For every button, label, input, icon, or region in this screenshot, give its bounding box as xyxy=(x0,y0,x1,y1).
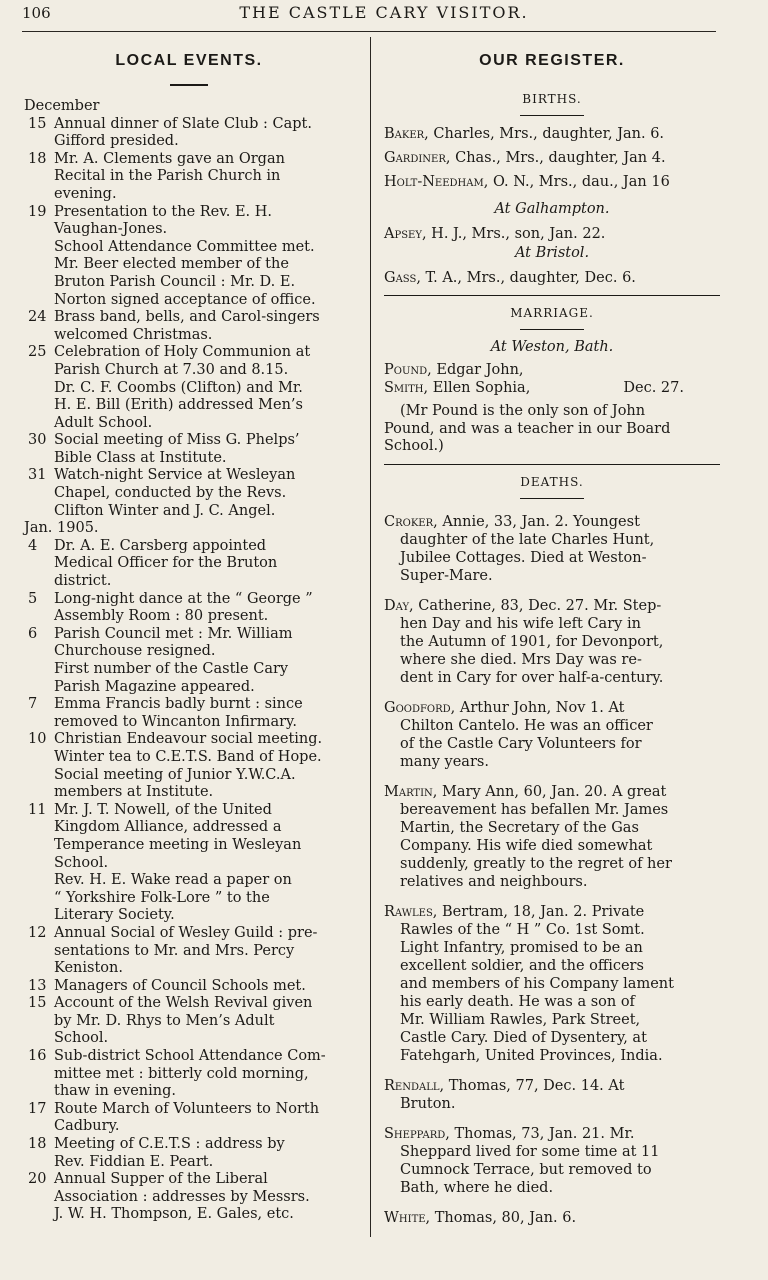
death-line: Rawles of the “ H ” Co. 1st Somt. xyxy=(400,921,645,938)
event-line: Mr. A. Clements gave an Organ xyxy=(54,150,285,167)
event-line: Annual Supper of the Liberal xyxy=(54,1171,268,1188)
event-text xyxy=(54,925,354,978)
event-text xyxy=(54,309,354,344)
entry-text: Chas., Mrs., daughter, Jan 4. xyxy=(450,150,666,166)
marriage-entry xyxy=(384,379,684,397)
event-day: 13 xyxy=(28,977,47,994)
death-line: Company. His wife died somewhat xyxy=(400,837,653,854)
event-line: Kingdom Alliance, addressed a xyxy=(54,819,282,836)
event-text xyxy=(54,591,354,626)
event-entry xyxy=(24,1101,354,1136)
event-entry xyxy=(24,802,354,925)
death-line: Martin, the Secretary of the Gas xyxy=(400,819,639,836)
event-day: 25 xyxy=(28,344,47,361)
event-text xyxy=(54,467,354,520)
death-line: Super-Mare. xyxy=(400,567,493,584)
event-entry xyxy=(24,995,354,1048)
entry-text: Thomas, 80, Jan. 6. xyxy=(430,1209,577,1226)
entry-text: Edgar John, xyxy=(431,362,524,378)
event-text xyxy=(54,204,354,310)
month-heading-january: Jan. 1905. xyxy=(24,520,99,537)
event-line: Christian Endeavour social meeting. xyxy=(54,731,323,748)
event-day: 15 xyxy=(28,115,47,132)
death-line: Light Infantry, promised to be an xyxy=(400,939,643,956)
event-line: thaw in evening. xyxy=(54,1083,176,1100)
entry-text: Mary Ann, 60, Jan. 20. A great xyxy=(437,783,667,800)
event-line: welcomed Christmas. xyxy=(54,326,213,343)
death-first-line xyxy=(384,1125,720,1143)
entry-name: Gass, xyxy=(384,270,421,286)
death-line: Chilton Cantelo. He was an officer xyxy=(400,717,653,734)
event-day: 15 xyxy=(28,995,47,1012)
event-line: Medical Officer for the Bruton xyxy=(54,555,278,572)
death-entry xyxy=(384,1209,720,1227)
marriage-place: At Weston, Bath. xyxy=(490,339,614,355)
entry-name: Baker, xyxy=(384,126,429,142)
event-line: Social meeting of Miss G. Phelps’ xyxy=(54,432,300,449)
entry-text: Catherine, 83, Dec. 27. Mr. Step- xyxy=(413,597,662,614)
event-line: Annual Social of Wesley Guild : pre- xyxy=(54,924,318,941)
event-line: Parish Council met : Mr. William xyxy=(54,625,293,642)
event-day: 18 xyxy=(28,150,47,167)
event-line: Churchouse resigned. xyxy=(54,643,216,660)
event-entry xyxy=(24,116,354,151)
event-line: School Attendance Committee met. xyxy=(54,238,315,255)
event-line: Recital in the Parish Church in xyxy=(54,168,281,185)
month-heading-december: December xyxy=(24,98,100,114)
event-line: Meeting of C.E.T.S : address by xyxy=(54,1136,285,1153)
death-line: Fatehgarh, United Provinces, India. xyxy=(400,1047,663,1064)
death-first-line xyxy=(384,597,720,615)
death-first-line xyxy=(384,903,720,921)
event-text xyxy=(54,995,354,1048)
event-day: 5 xyxy=(28,590,38,607)
event-line: H. E. Bill (Erith) addressed Men’s xyxy=(54,397,303,414)
event-line: removed to Wincanton Infirmary. xyxy=(54,713,297,730)
event-line: Adult School. xyxy=(54,414,153,431)
death-line: relatives and neighbours. xyxy=(400,873,588,890)
event-text xyxy=(54,1101,354,1136)
event-line: “ Yorkshire Folk-Lore ” to the xyxy=(54,889,270,906)
event-entry xyxy=(24,309,354,344)
marriage-note xyxy=(384,403,720,456)
entry-name: Pound, xyxy=(384,362,432,378)
death-entry xyxy=(384,699,720,771)
event-day: 7 xyxy=(28,696,38,713)
event-line: Annual dinner of Slate Club : Capt. xyxy=(54,115,312,132)
death-line: Castle Cary. Died of Dysentery, at xyxy=(400,1029,647,1046)
event-entry xyxy=(24,151,354,204)
event-entry xyxy=(24,432,354,467)
entry-text: Arthur John, Nov 1. At xyxy=(455,699,625,716)
death-line: Bath, where he died. xyxy=(400,1179,554,1196)
event-text xyxy=(54,538,354,591)
entry-name: Croker, xyxy=(384,513,438,530)
event-text xyxy=(54,432,354,467)
event-line: Brass band, bells, and Carol-singers xyxy=(54,309,320,326)
entry-name: White, xyxy=(384,1209,431,1226)
event-day: 31 xyxy=(28,467,47,484)
death-first-line xyxy=(384,1077,720,1095)
death-line: his early death. He was a son of xyxy=(400,993,635,1010)
event-entry xyxy=(24,731,354,801)
death-line: excellent soldier, and the officers xyxy=(400,957,644,974)
event-line: sentations to Mr. and Mrs. Percy xyxy=(54,942,295,959)
event-line: Cadbury. xyxy=(54,1118,120,1135)
event-text xyxy=(54,116,354,151)
page-header xyxy=(0,0,768,30)
entry-name: Holt-Needham, xyxy=(384,174,489,190)
entry-name: Martin, xyxy=(384,783,438,800)
entry-name: Sheppard, xyxy=(384,1125,450,1142)
event-text xyxy=(54,1136,354,1171)
header-rule xyxy=(22,31,716,32)
birth-entry xyxy=(384,149,720,167)
event-line: Keniston. xyxy=(54,960,123,977)
event-day: 18 xyxy=(28,1136,47,1153)
event-line: Mr. Beer elected member of the xyxy=(54,256,289,273)
event-line: Bible Class at Institute. xyxy=(54,449,227,466)
entry-name: Smith, xyxy=(384,380,429,396)
event-line: Mr. J. T. Nowell, of the United xyxy=(54,801,272,818)
event-entry xyxy=(24,204,354,310)
entry-name: Day, xyxy=(384,597,414,614)
section-rule xyxy=(384,464,720,465)
event-text xyxy=(54,626,354,696)
event-line: School. xyxy=(54,854,109,871)
entry-text: Ellen Sophia, xyxy=(428,380,531,396)
birth-entry xyxy=(384,173,720,191)
event-line: Parish Magazine appeared. xyxy=(54,678,255,695)
death-first-line xyxy=(384,699,720,717)
death-line: suddenly, greatly to the regret of her xyxy=(400,855,672,872)
event-day: 30 xyxy=(28,432,47,449)
marriage-rule xyxy=(520,329,584,330)
event-day: 17 xyxy=(28,1100,47,1117)
entry-name: Rawles, xyxy=(384,903,438,920)
event-entry xyxy=(24,1171,354,1224)
event-entry xyxy=(24,626,354,696)
column-divider xyxy=(370,37,371,1237)
event-day: 20 xyxy=(28,1171,47,1188)
event-day: 10 xyxy=(28,731,47,748)
event-line: Assembly Room : 80 present. xyxy=(54,608,269,625)
running-title: THE CASTLE CARY VISITOR. xyxy=(239,3,529,22)
entry-text: Thomas, 77, Dec. 14. At xyxy=(444,1077,625,1094)
deaths-heading: DEATHS. xyxy=(520,474,584,489)
event-line: Temperance meeting in Wesleyan xyxy=(54,836,302,853)
marriage-entry xyxy=(384,361,720,379)
death-entry xyxy=(384,903,720,1065)
death-line: many years. xyxy=(400,753,489,770)
entry-name: Apsey, xyxy=(384,226,427,242)
death-line: Mr. William Rawles, Park Street, xyxy=(400,1011,641,1028)
note-line: Pound, and was a teacher in our Board xyxy=(384,420,671,437)
death-entry xyxy=(384,513,720,585)
death-line: daughter of the late Charles Hunt, xyxy=(400,531,655,548)
death-line: the Autumn of 1901, for Devonport, xyxy=(400,633,664,650)
title-ornament xyxy=(170,84,208,86)
event-line: by Mr. D. Rhys to Men’s Adult xyxy=(54,1012,275,1029)
event-line: evening. xyxy=(54,185,117,202)
entry-text: Thomas, 73, Jan. 21. Mr. xyxy=(449,1125,635,1142)
event-text xyxy=(54,1048,354,1101)
event-line: Sub-district School Attendance Com- xyxy=(54,1048,326,1065)
death-line: dent in Cary for over half-a-century. xyxy=(400,669,664,686)
death-line: of the Castle Cary Volunteers for xyxy=(400,735,642,752)
register-title: OUR REGISTER. xyxy=(479,52,625,69)
january-events xyxy=(24,538,354,1224)
deaths-list xyxy=(384,513,720,1227)
marriage-heading: MARRIAGE. xyxy=(510,306,594,320)
entry-text: O. N., Mrs., dau., Jan 16 xyxy=(488,174,670,190)
event-line: Norton signed acceptance of office. xyxy=(54,291,316,308)
death-line: Cumnock Terrace, but removed to xyxy=(400,1161,652,1178)
event-text xyxy=(54,731,354,801)
event-line: Winter tea to C.E.T.S. Band of Hope. xyxy=(54,748,322,765)
death-line: hen Day and his wife left Cary in xyxy=(400,615,641,632)
birth-entry xyxy=(384,225,720,243)
local-events-title: LOCAL EVENTS. xyxy=(115,52,263,69)
event-line: Presentation to the Rev. E. H. xyxy=(54,203,273,220)
event-line: Long-night dance at the “ George ” xyxy=(54,590,313,607)
entry-text: T. A., Mrs., daughter, Dec. 6. xyxy=(420,270,636,286)
event-entry xyxy=(24,467,354,520)
event-line: Route March of Volunteers to North xyxy=(54,1100,320,1117)
death-first-line xyxy=(384,1209,720,1227)
event-line: Parish Church at 7.30 and 8.15. xyxy=(54,361,289,378)
local-events-column xyxy=(24,48,354,1224)
event-line: First number of the Castle Cary xyxy=(54,661,289,677)
place-galhampton: At Galhampton. xyxy=(494,201,610,217)
event-line: Rev. H. E. Wake read a paper on xyxy=(54,872,292,889)
death-line: Jubilee Cottages. Died at Weston- xyxy=(400,549,647,566)
birth-entry xyxy=(384,125,720,143)
death-line: bereavement has befallen Mr. James xyxy=(400,801,669,818)
event-day: 16 xyxy=(28,1048,47,1065)
event-entry xyxy=(24,344,354,432)
event-line: Chapel, conducted by the Revs. xyxy=(54,485,287,502)
event-line: School. xyxy=(54,1030,109,1047)
place-bristol: At Bristol. xyxy=(514,245,590,261)
event-line: district. xyxy=(54,573,112,590)
event-text xyxy=(54,151,354,204)
event-text xyxy=(54,978,354,996)
event-entry xyxy=(24,591,354,626)
event-line: Social meeting of Junior Y.W.C.A. xyxy=(54,766,296,783)
event-entry xyxy=(24,1048,354,1101)
death-first-line xyxy=(384,783,720,801)
event-entry xyxy=(24,538,354,591)
event-text xyxy=(54,696,354,731)
event-line: Watch-night Service at Wesleyan xyxy=(54,467,296,484)
event-day: 4 xyxy=(28,537,38,554)
event-line: Celebration of Holy Communion at xyxy=(54,344,311,361)
death-first-line xyxy=(384,513,720,531)
death-line: Sheppard lived for some time at 11 xyxy=(400,1143,660,1160)
event-entry xyxy=(24,978,354,996)
event-entry xyxy=(24,696,354,731)
event-line: Clifton Winter and J. C. Angel. xyxy=(54,502,276,519)
event-day: 24 xyxy=(28,309,47,326)
event-line: Literary Society. xyxy=(54,907,175,924)
marriage-date: Dec. 27. xyxy=(623,380,684,396)
event-day: 11 xyxy=(28,801,47,818)
event-line: Gifford presided. xyxy=(54,133,179,150)
event-line: Bruton Parish Council : Mr. D. E. xyxy=(54,273,296,290)
death-entry xyxy=(384,1125,720,1197)
event-line: Dr. C. F. Coombs (Clifton) and Mr. xyxy=(54,379,303,396)
event-day: 12 xyxy=(28,924,47,941)
entry-name: Rendall, xyxy=(384,1077,445,1094)
event-text xyxy=(54,1171,354,1224)
section-rule xyxy=(384,295,720,296)
entry-name: Gardiner, xyxy=(384,150,451,166)
event-day: 19 xyxy=(28,203,47,220)
births-list xyxy=(384,125,720,191)
entry-name: Goodford, xyxy=(384,699,456,716)
event-line: Vaughan-Jones. xyxy=(54,221,168,238)
death-line: where she died. Mrs Day was re- xyxy=(400,651,642,668)
birth-entry xyxy=(384,269,720,287)
event-line: Association : addresses by Messrs. xyxy=(54,1188,310,1205)
deaths-rule xyxy=(520,498,584,499)
event-line: Rev. Fiddian E. Peart. xyxy=(54,1153,214,1170)
event-line: Emma Francis badly burnt : since xyxy=(54,696,303,713)
death-entry xyxy=(384,597,720,687)
note-line: (Mr Pound is the only son of John xyxy=(400,403,646,419)
entry-text: Charles, Mrs., daughter, Jan. 6. xyxy=(428,126,665,142)
event-day: 6 xyxy=(28,625,38,642)
death-line: Bruton. xyxy=(400,1095,456,1112)
births-rule xyxy=(520,115,584,116)
note-line: School.) xyxy=(384,438,444,455)
entry-text: Annie, 33, Jan. 2. Youngest xyxy=(437,513,640,530)
event-line: Account of the Welsh Revival given xyxy=(54,995,313,1012)
death-entry xyxy=(384,783,720,891)
entry-text: Bertram, 18, Jan. 2. Private xyxy=(437,903,645,920)
register-column xyxy=(384,48,720,1239)
entry-text: H. J., Mrs., son, Jan. 22. xyxy=(426,226,606,242)
event-text xyxy=(54,802,354,925)
event-line: Managers of Council Schools met. xyxy=(54,977,306,994)
event-line: Dr. A. E. Carsberg appointed xyxy=(54,537,267,554)
event-entry xyxy=(24,925,354,978)
event-text xyxy=(54,344,354,432)
death-line: and members of his Company lament xyxy=(400,975,674,992)
event-line: members at Institute. xyxy=(54,784,214,801)
births-heading: BIRTHS. xyxy=(522,92,582,106)
event-entry xyxy=(24,1136,354,1171)
page-number: 106 xyxy=(22,4,51,22)
death-entry xyxy=(384,1077,720,1113)
december-events xyxy=(24,116,354,521)
event-line: mittee met : bitterly cold morning, xyxy=(54,1065,309,1082)
event-line: J. W. H. Thompson, E. Gales, etc. xyxy=(54,1206,294,1223)
